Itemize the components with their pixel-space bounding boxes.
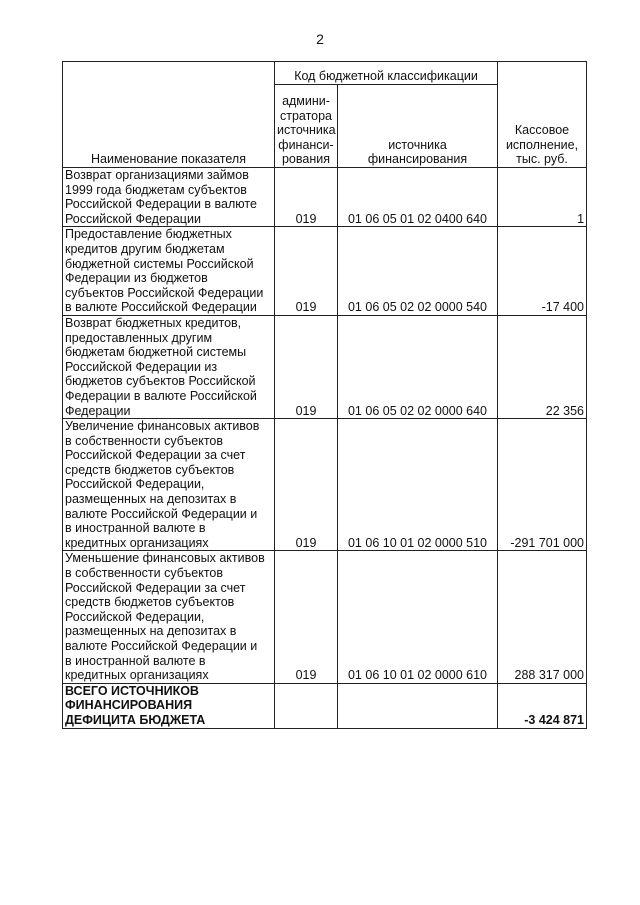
total-source-code bbox=[338, 683, 498, 728]
row-source-code: 01 06 05 02 02 0000 640 bbox=[338, 315, 498, 418]
total-row bbox=[63, 683, 587, 728]
row-admin-code: 019 bbox=[275, 551, 338, 683]
row-name: Предоставление бюджетных кредитов другим бюджетам бюджетной системы Российской Федерации из бюджетов субъектов Российской Федерации в валюте Российской Федерации bbox=[63, 227, 275, 316]
row-admin-code: 019 bbox=[275, 419, 338, 551]
row-source-code: 01 06 05 01 02 0400 640 bbox=[338, 168, 498, 227]
row-amount: 288 317 000 bbox=[498, 551, 587, 683]
header-source: источника финансирования bbox=[338, 85, 498, 168]
row-admin-code: 019 bbox=[275, 168, 338, 227]
row-source-code: 01 06 05 02 02 0000 540 bbox=[338, 227, 498, 316]
row-source-code: 01 06 10 01 02 0000 510 bbox=[338, 419, 498, 551]
table-row bbox=[63, 419, 587, 551]
header-indicator-name: Наименование показателя bbox=[63, 62, 275, 168]
total-name: ВСЕГО ИСТОЧНИКОВ ФИНАНСИРОВАНИЯ ДЕФИЦИТА БЮДЖЕТА bbox=[63, 683, 275, 728]
row-amount: 22 356 bbox=[498, 315, 587, 418]
table-row bbox=[63, 168, 587, 227]
total-amount: -3 424 871 bbox=[498, 683, 587, 728]
row-admin-code: 019 bbox=[275, 227, 338, 316]
row-name: Увеличение финансовых активов в собственности субъектов Российской Федерации за счет средств бюджетов субъектов Российской Федерации, размещенных на депозитах в валюте Российской Федерации и в иностранной валюте в кредитных организациях bbox=[63, 419, 275, 551]
page-number: 2 bbox=[316, 31, 324, 47]
financing-sources-table bbox=[62, 61, 587, 729]
row-name: Уменьшение финансовых активов в собственности субъектов Российской Федерации за счет средств бюджетов субъектов Российской Федерации, размещенных на депозитах в валюте Российской Федерации и в иностранной валюте в кредитных организациях bbox=[63, 551, 275, 683]
table-row bbox=[63, 551, 587, 683]
header-execution: Кассовое исполнение, тыс. руб. bbox=[498, 62, 587, 168]
row-source-code: 01 06 10 01 02 0000 610 bbox=[338, 551, 498, 683]
row-name: Возврат бюджетных кредитов, предоставленных другим бюджетам бюджетной системы Российской Федерации из бюджетов субъектов Российской Федерации в валюте Российской Федерации bbox=[63, 315, 275, 418]
row-amount: 1 bbox=[498, 168, 587, 227]
row-admin-code: 019 bbox=[275, 315, 338, 418]
header-budget-code: Код бюджетной классификации bbox=[275, 62, 498, 85]
row-amount: -17 400 bbox=[498, 227, 587, 316]
table-row bbox=[63, 315, 587, 418]
table-row bbox=[63, 227, 587, 316]
header-administrator: админи- стратора источника финанси- рования bbox=[275, 85, 338, 168]
row-name: Возврат организациями займов 1999 года бюджетам субъектов Российской Федерации в валюте Российской Федерации bbox=[63, 168, 275, 227]
row-amount: -291 701 000 bbox=[498, 419, 587, 551]
total-admin-code bbox=[275, 683, 338, 728]
